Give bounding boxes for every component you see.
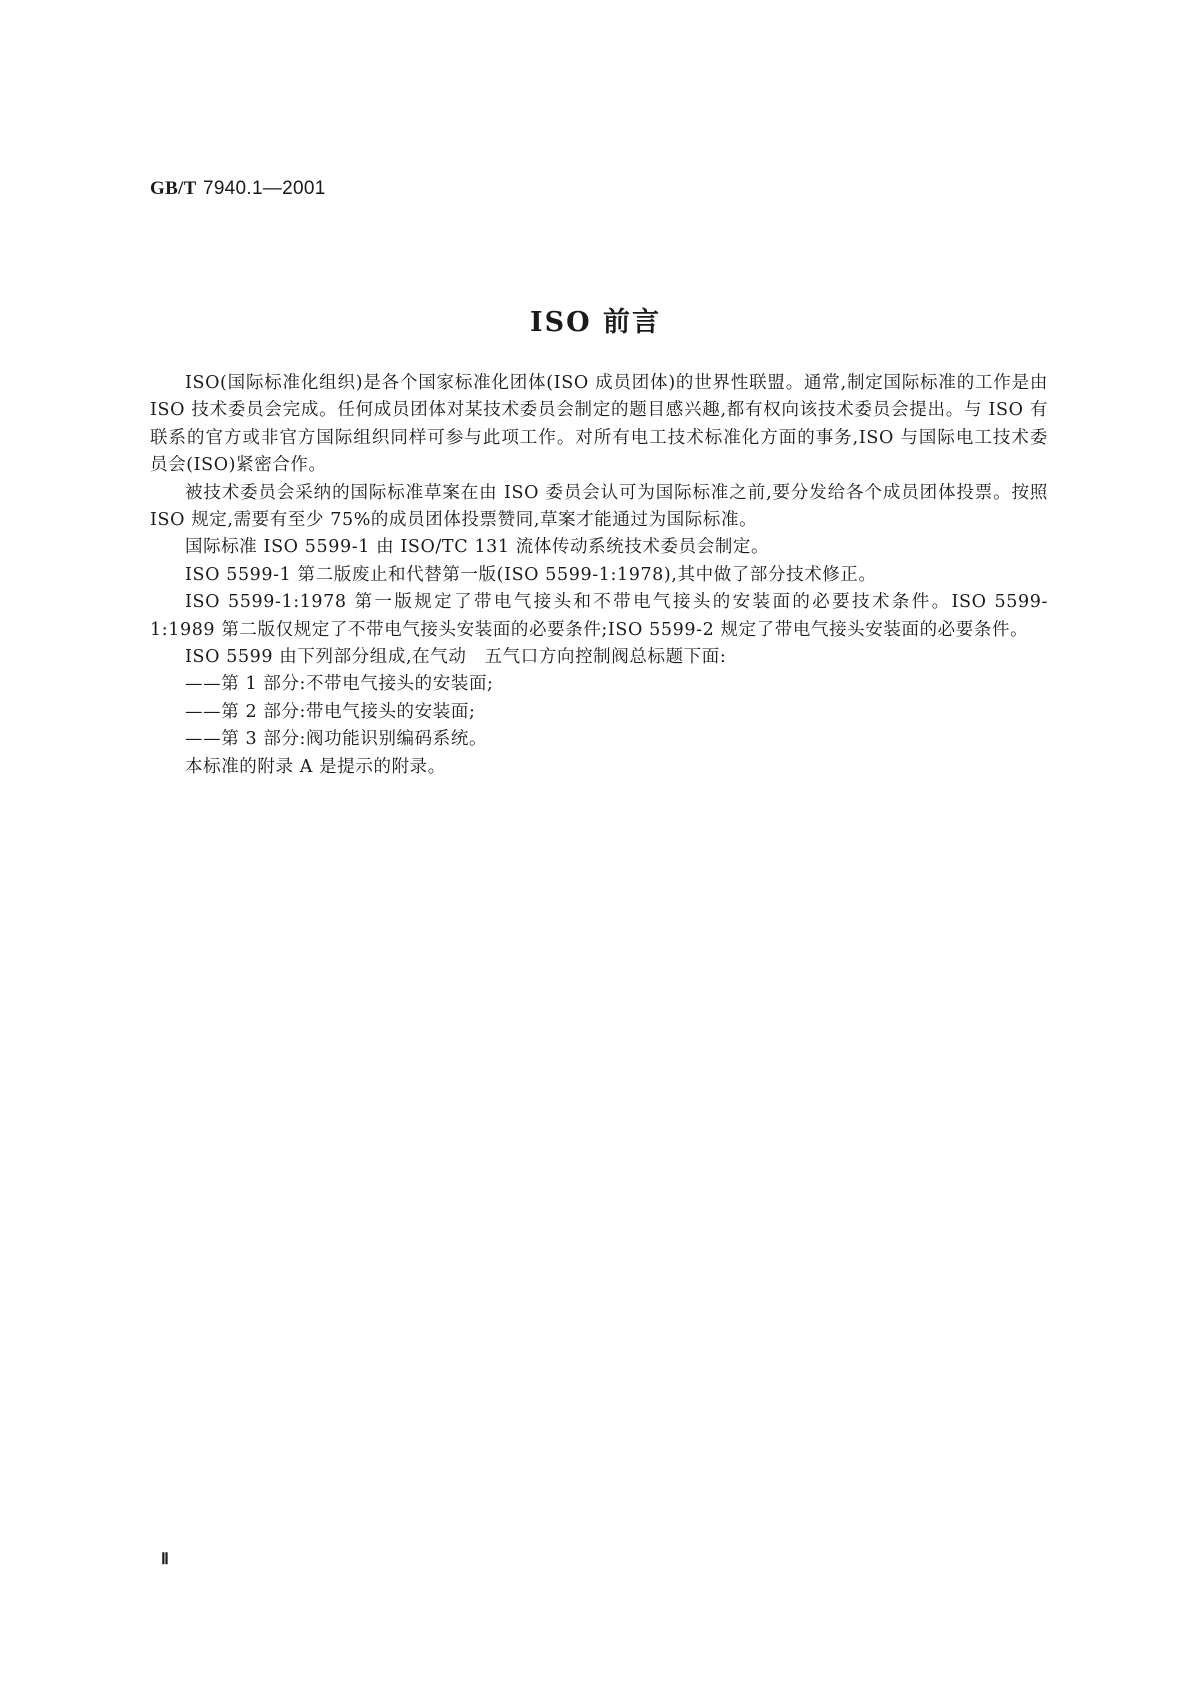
standard-number: 7940.1—2001 <box>202 178 326 199</box>
page-title: ISO 前言 <box>529 307 662 338</box>
list-item: ——第 3 部分:阀功能识别编码系统。 <box>185 729 488 750</box>
list-item: ——第 2 部分:带电气接头的安装面; <box>185 701 476 722</box>
standard-prefix: GB/T <box>150 178 197 199</box>
paragraph: 国际标准 ISO 5599-1 由 ISO/TC 131 流体传动系统技术委员会制定。 <box>185 537 770 558</box>
standard-header <box>150 177 326 200</box>
list-item: ——第 1 部分:不带电气接头的安装面; <box>185 674 494 695</box>
closing-paragraph: 本标准的附录 A 是提示的附录。 <box>185 756 446 777</box>
paragraph: ISO(国际标准化组织)是各个国家标准化团体(ISO 成员团体)的世界性联盟。通常,制定国际标准的工作是由 ISO 技术委员会完成。任何成员团体对某技术委员会制定的题目感兴趣,都有权向该技术委员会提出。与 ISO 有联系的官方或非官方国际组织同样可参与此项工作。对所有电工技术标准化方面的事务,ISO 与国际电工技术委员会(ISO)紧密合作。 <box>150 373 1048 476</box>
paragraph: ISO 5599 由下列部分组成,在气动 五气口方向控制阀总标题下面: <box>185 647 727 668</box>
paragraph: ISO 5599-1 第二版废止和代替第一版(ISO 5599-1:1978),其中做了部分技术修正。 <box>185 564 877 585</box>
paragraph: ISO 5599-1:1978 第一版规定了带电气接头和不带电气接头的安装面的必要技术条件。ISO 5599-1:1989 第二版仅规定了不带电气接头安装面的必要条件;ISO 5599-2 规定了带电气接头安装面的必要条件。 <box>150 592 1048 640</box>
document-body <box>150 370 1048 781</box>
paragraph: 被技术委员会采纳的国际标准草案在由 ISO 委员会认可为国际标准之前,要分发给各个成员团体投票。按照 ISO 规定,需要有至少 75%的成员团体投票赞同,草案才能通过为国际标准。 <box>150 482 1048 531</box>
page-number: Ⅱ <box>161 1551 169 1568</box>
